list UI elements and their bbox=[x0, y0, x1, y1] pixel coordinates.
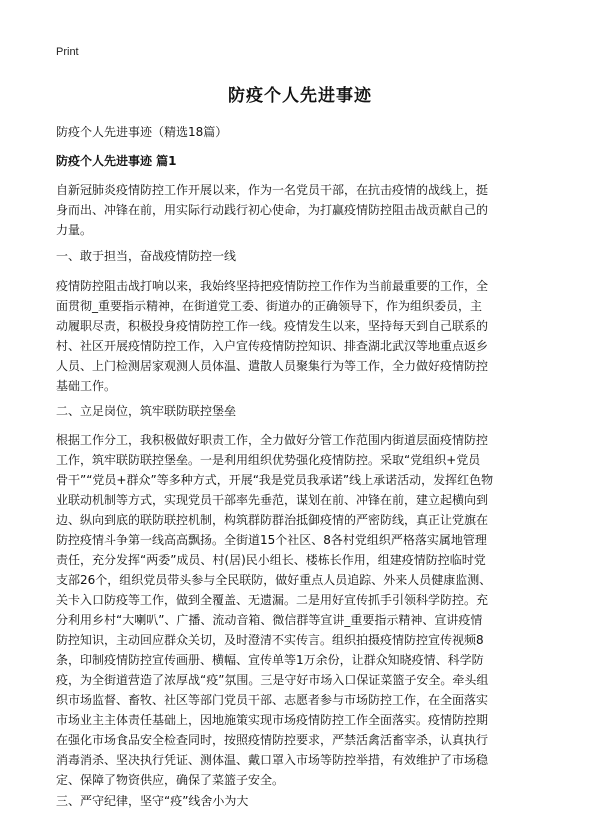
text-line: 疫情防控阻击战打响以来，我始终坚持把疫情防控工作作为当前最重要的工作，全 bbox=[56, 279, 489, 293]
text-line: 根据工作分工，我积极做好职责工作，全力做好分管工作范围内街道层面疫情防控 bbox=[56, 433, 489, 447]
section-heading: 防疫个人先进事迹 篇1 bbox=[56, 154, 177, 168]
text-line: 基础工作。 bbox=[56, 379, 117, 393]
text-line: 身而出、冲锋在前，用实际行动践行初心使命，为打赢疫情防控阻击战贡献自己的 bbox=[56, 203, 489, 217]
text-line: 定、保障了物资供应，确保了菜篮子安全。 bbox=[56, 773, 285, 787]
document-subtitle: 防疫个人先进事迹（精选18篇） bbox=[56, 125, 228, 139]
text-line: 自新冠肺炎疫情防控工作开展以来，作为一名党员干部，在抗击疫情的战线上，挺 bbox=[56, 183, 489, 197]
text-line: 力量。 bbox=[56, 223, 93, 237]
page-title: 防疫个人先进事迹 bbox=[228, 86, 372, 106]
text-line: 骨干”“党员+群众”等多种方式，开展“我是党员我承诺”线上承诺活动，发挥红色物 bbox=[56, 473, 494, 487]
text-line: 工作，筑牢联防联控堡垒。一是利用组织优势强化疫情防控。采取“党组织+党员 bbox=[56, 453, 481, 467]
paragraph-frontline bbox=[56, 276, 546, 396]
text-line: 织市场监督、畜牧、社区等部门党员干部、志愿者参与市场防控工作，在全面落实 bbox=[56, 693, 489, 707]
text-line: 在强化市场食品安全检查同时，按照疫情防控要求，严禁活禽活畜宰杀，认真执行 bbox=[56, 733, 489, 747]
paragraph-intro bbox=[56, 180, 546, 240]
subsection-heading-3: 三、严守纪律，坚守“疫”线舍小为大 bbox=[56, 794, 249, 808]
subsection-heading-1: 一、敢于担当，奋战疫情防控一线 bbox=[56, 249, 237, 263]
paragraph-joint-prevention bbox=[56, 430, 546, 790]
text-line: 关卡入口防疫等工作，做到全覆盖、无遗漏。二是用好宣传抓手引领科学防控。充 bbox=[56, 593, 489, 607]
text-line: 分利用乡村“大喇叭”、广播、流动音箱、微信群等宣讲_重要指示精神、宣讲疫情 bbox=[56, 613, 483, 627]
text-line: 支部26个，组织党员带头参与全民联防，做好重点人员追踪、外来人员健康监测、 bbox=[56, 573, 492, 587]
text-line: 条，印制疫情防控宣传画册、横幅、宣传单等1万余份，让群众知晓疫情、科学防 bbox=[56, 653, 484, 667]
text-line: 防控知识，主动回应群众关切，及时澄清不实传言。组织拍摄疫情防控宣传视频8 bbox=[56, 633, 484, 647]
text-line: 疫，为全街道营造了浓厚战“疫”氛围。三是守好市场入口保证菜篮子安全。牵头组 bbox=[56, 673, 489, 687]
subsection-heading-2: 二、立足岗位，筑牢联防联控堡垒 bbox=[56, 404, 237, 418]
text-line: 人员、上门检测居家观测人员体温、遣散人员聚集行为等工作，全力做好疫情防控 bbox=[56, 359, 489, 373]
text-line: 市场业主主体责任基础上，因地施策实现市场疫情防控工作全面落实。疫情防控期 bbox=[56, 713, 489, 727]
text-line: 边、纵向到底的联防联控机制，构筑群防群治抵御疫情的严密防线，真正让党旗在 bbox=[56, 513, 489, 527]
text-line: 责任，充分发挥“两委”成员、村(居)民小组长、楼栋长作用，组建疫情防控临时党 bbox=[56, 553, 486, 567]
print-link[interactable]: Print bbox=[56, 46, 79, 58]
text-line: 消毒消杀、坚决执行凭证、测体温、戴口罩入市场等防控举措，有效维护了市场稳 bbox=[56, 753, 489, 767]
text-line: 动履职尽责，积极投身疫情防控工作一线。疫情发生以来，坚持每天到自己联系的 bbox=[56, 319, 489, 333]
text-line: 防控疫情斗争第一线高高飘扬。全街道15个社区、8各村党组织严格落实属地管理 bbox=[56, 533, 487, 547]
text-line: 面贯彻_重要指示精神，在街道党工委、街道办的正确领导下，作为组织委员，主 bbox=[56, 299, 483, 313]
text-line: 业联动机制等方式，实现党员干部率先垂范，谋划在前、冲锋在前，建立起横向到 bbox=[56, 493, 489, 507]
text-line: 村、社区开展疫情防控工作，入户宣传疫情防控知识、排查湖北武汉等地重点返乡 bbox=[56, 339, 489, 353]
